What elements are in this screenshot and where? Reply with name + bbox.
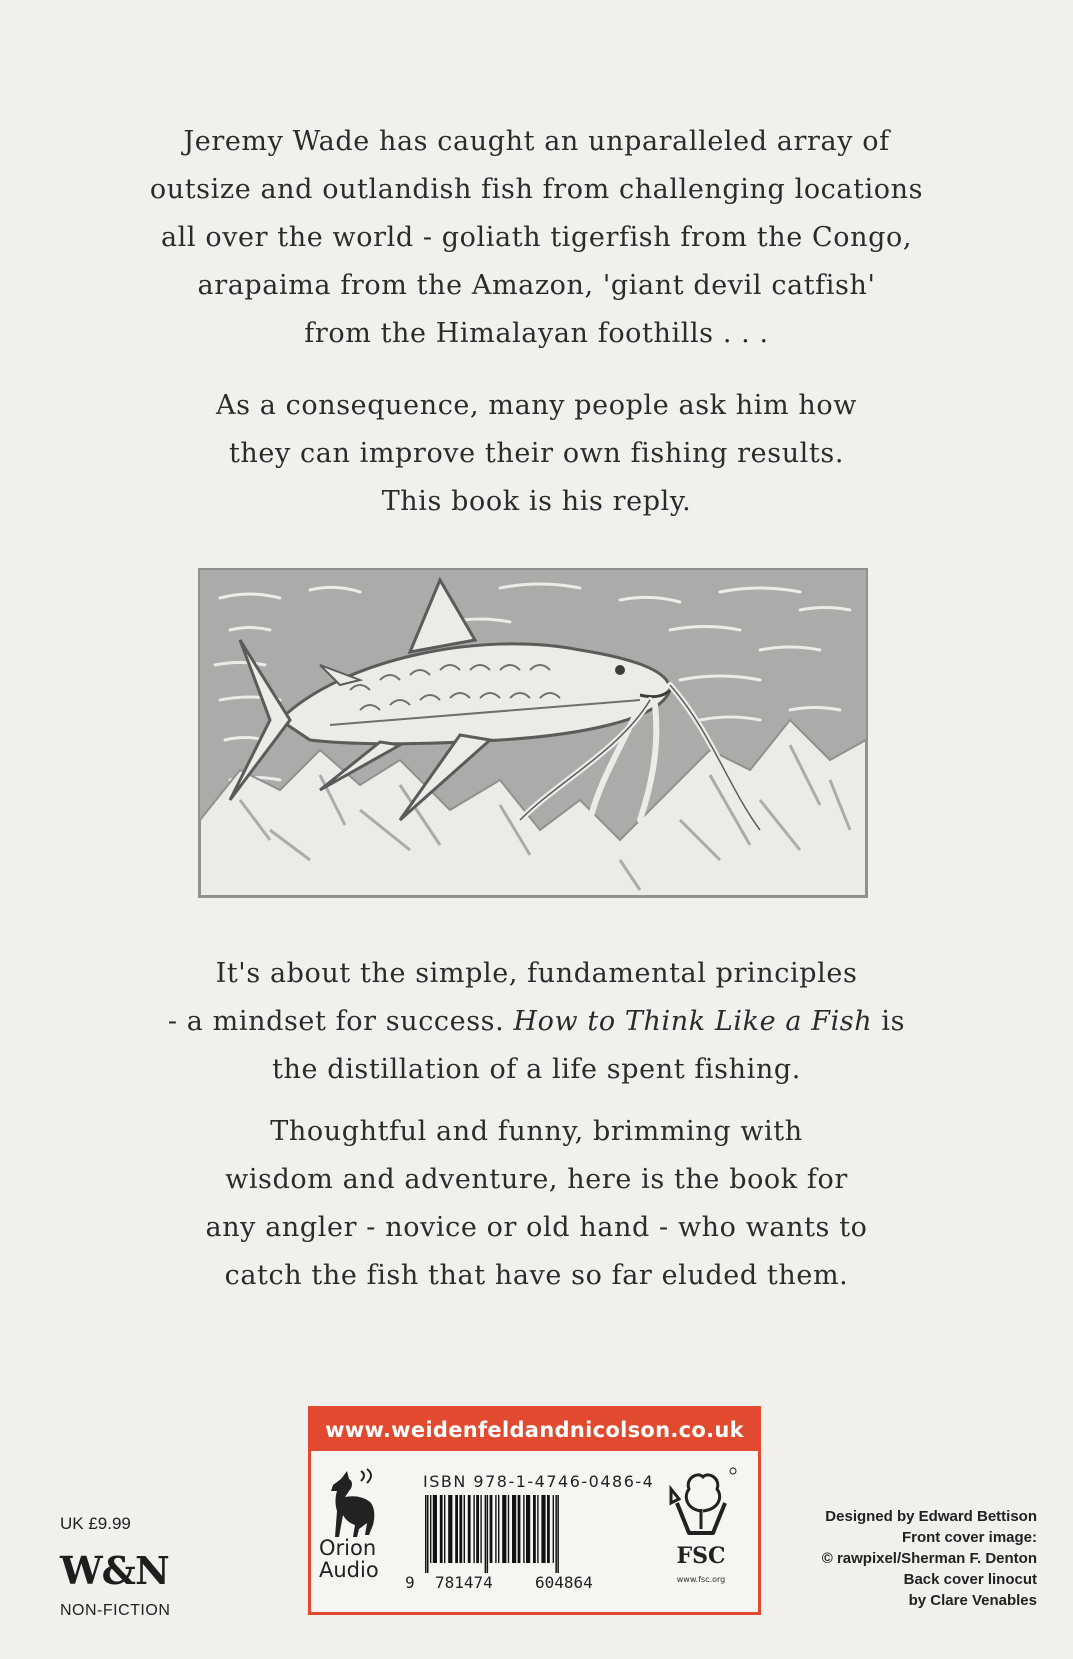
orion-dog-icon — [327, 1467, 383, 1537]
blurb-line: wisdom and adventure, here is the book for — [225, 1164, 848, 1195]
book-title: How to Think Like a Fish — [513, 1006, 873, 1037]
credit-line: Back cover linocut — [903, 1571, 1037, 1588]
blurb-paragraph-4 — [80, 1108, 993, 1300]
genre-label: NON-FICTION — [60, 1602, 171, 1619]
credit-line: Designed by Edward Bettison — [825, 1508, 1037, 1525]
blurb-line: outsize and outlandish fish from challenging locations — [149, 174, 924, 205]
blurb-line: catch the fish that have so far eluded them. — [224, 1260, 849, 1291]
linocut-art — [200, 570, 866, 896]
catfish-linocut-illustration — [198, 568, 868, 898]
blurb-line — [80, 998, 993, 1046]
blurb-line: As a consequence, many people ask him how — [216, 390, 857, 421]
isbn-label: ISBN 978-1-4746-0486-4 — [423, 1472, 655, 1491]
publisher-url[interactable]: www.weidenfeldandnicolson.co.uk — [311, 1409, 758, 1451]
blurb-line: Thoughtful and funny, brimming with — [270, 1116, 803, 1147]
audio-line: Audio — [319, 1558, 379, 1582]
barcode-digit-group: 604864 — [535, 1573, 593, 1592]
blurb-line: they can improve their own fishing results. — [228, 438, 845, 469]
blurb-line: any angler - novice or old hand - who wants to — [205, 1212, 868, 1243]
publisher-info-box — [308, 1406, 761, 1615]
credit-line: © rawpixel/Sherman F. Denton — [821, 1550, 1037, 1567]
price-label: UK £9.99 — [60, 1514, 131, 1533]
isbn-barcode — [423, 1495, 639, 1573]
blurb-line: arapaima from the Amazon, 'giant devil catfish' — [197, 270, 876, 301]
blurb-line: from the Himalayan foothills . . . — [304, 318, 769, 349]
blurb-line: all over the world - goliath tigerfish from the Congo, — [160, 222, 912, 253]
cover-credits — [777, 1506, 1037, 1611]
fsc-url: www.fsc.org — [676, 1575, 726, 1584]
blurb-paragraph-1 — [80, 118, 993, 358]
fsc-label: FSC — [676, 1543, 726, 1569]
blurb-paragraph-3 — [80, 950, 993, 1094]
blurb-text: is — [872, 1006, 906, 1037]
orion-line: Orion — [319, 1536, 377, 1560]
blurb-line: This book is his reply. — [381, 486, 692, 517]
credit-line: by Clare Venables — [908, 1592, 1037, 1609]
blurb-line: the distillation of a life spent fishing. — [272, 1054, 801, 1085]
blurb-paragraph-2 — [80, 382, 993, 526]
barcode-digit-group: 781474 — [435, 1573, 493, 1592]
fsc-tree-icon — [663, 1463, 739, 1543]
credit-line: Front cover image: — [901, 1529, 1037, 1546]
blurb-line: Jeremy Wade has caught an unparalleled array of — [183, 126, 890, 157]
barcode-digit-group: 9 — [405, 1573, 415, 1592]
orion-audio-label — [319, 1537, 379, 1581]
wn-imprint-logo: W&N — [60, 1548, 169, 1593]
blurb-text: - a mindset for success. — [167, 1006, 514, 1037]
blurb-line: It's about the simple, fundamental principles — [215, 958, 858, 989]
